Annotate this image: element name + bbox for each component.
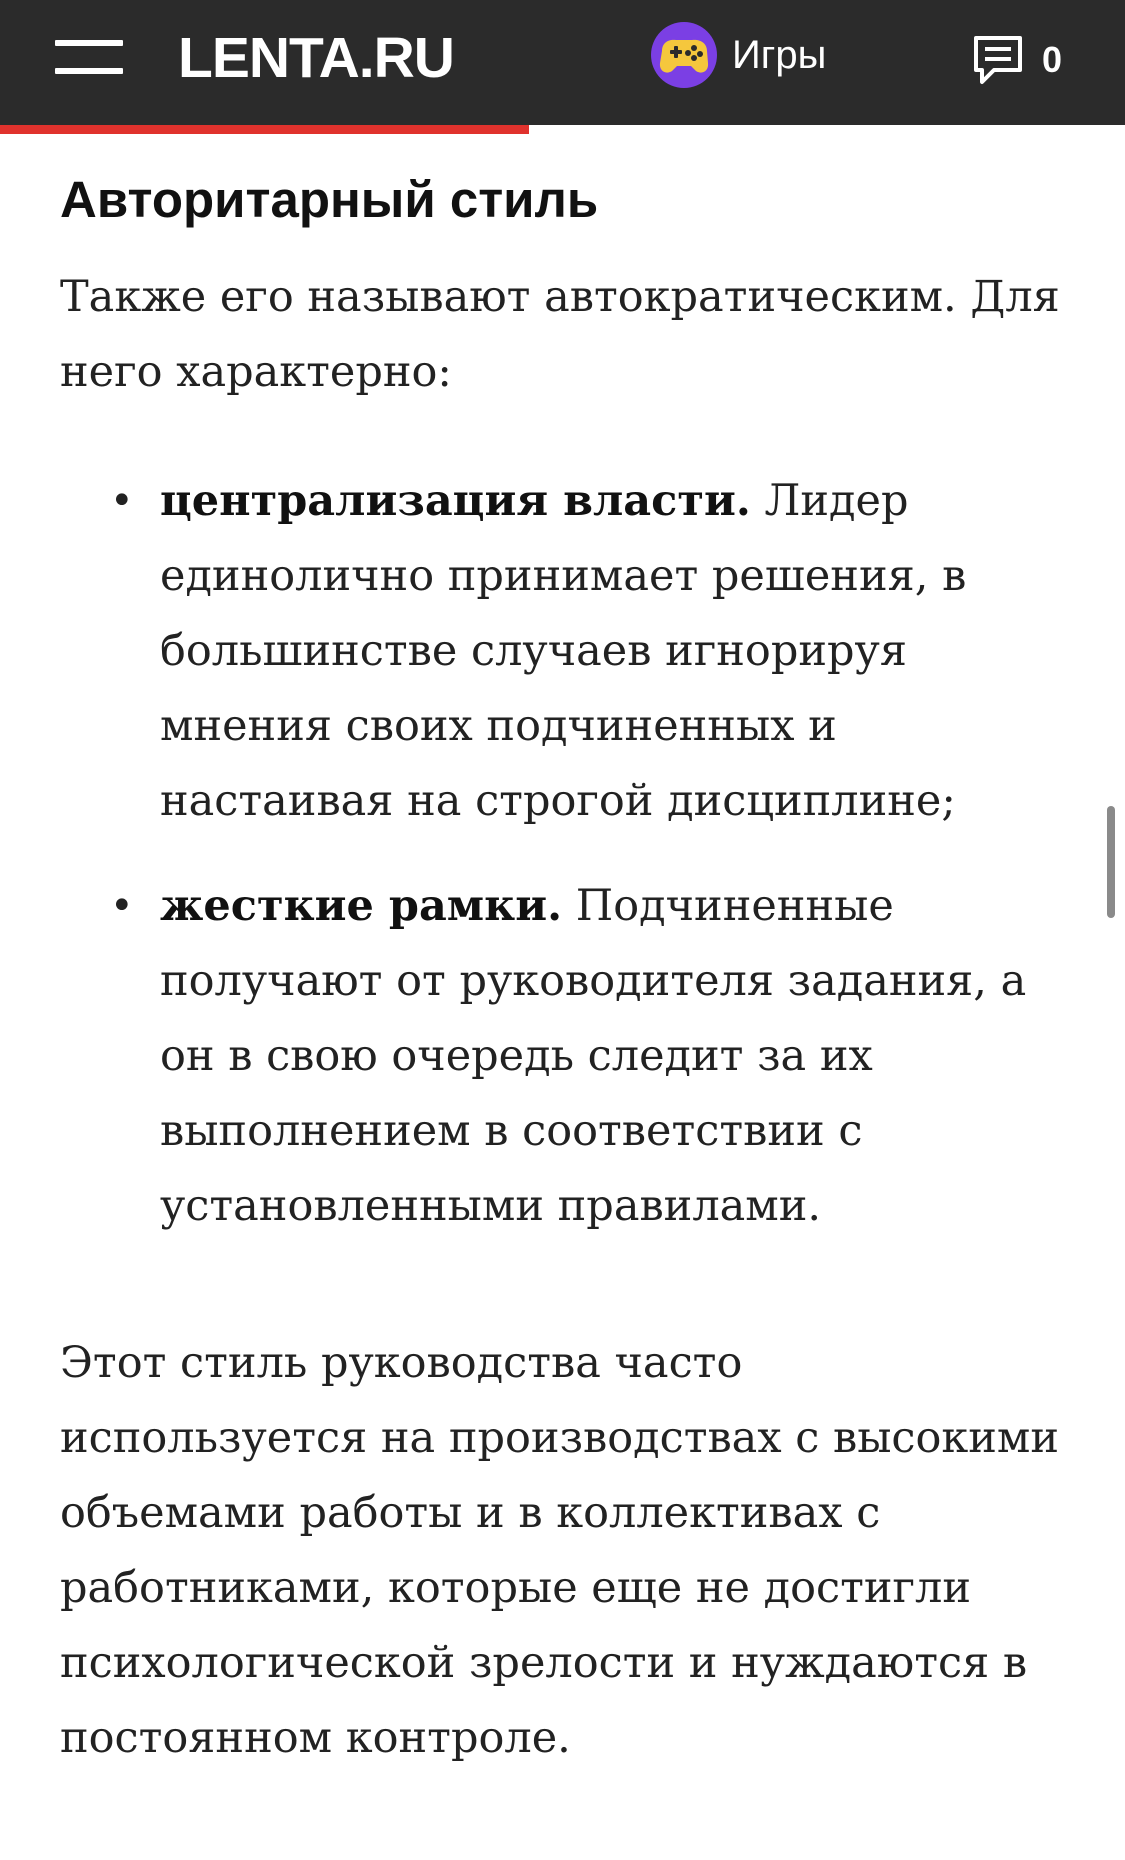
top-navigation-bar: [0, 0, 1125, 125]
bullet-term: жесткие рамки.: [160, 881, 563, 931]
gamepad-icon: [650, 21, 718, 89]
section-heading: Авторитарный стиль: [60, 171, 599, 228]
reading-progress-fill: [0, 125, 529, 134]
games-label: Игры: [732, 33, 827, 77]
bullet-text: Лидер единолично принимает решения, в большинстве случаев игнорируя мнения своих подчиненных и настаивая на строгой дисциплине;: [160, 476, 967, 826]
article-body: [60, 160, 1060, 1776]
list-item: [60, 869, 1060, 1244]
speech-bubble-icon: [970, 32, 1026, 88]
list-item: [60, 464, 1060, 839]
bullet-text: Подчиненные получают от руководителя задания, а он в свою очередь следит за их выполнением в соответствии с установленными правилами.: [160, 881, 1027, 1231]
outro-paragraph: Этот стиль руководства часто используется на производствах с высокими объемами работы и в коллективах с работниками, которые еще не достигли психологической зрелости и нуждаются в постоянном контроле.: [60, 1338, 1060, 1763]
scrollbar[interactable]: [1107, 806, 1115, 918]
hamburger-menu-icon[interactable]: [55, 40, 125, 76]
site-logo[interactable]: LENTA.RU: [178, 26, 454, 90]
reading-progress-bar: [0, 125, 1125, 134]
comments-count: 0: [1042, 39, 1063, 80]
intro-paragraph: Также его называют автократическим. Для него характерно:: [60, 272, 1060, 397]
comments-button[interactable]: [970, 30, 1062, 90]
bullet-term: централизация власти.: [160, 476, 751, 526]
bullet-list: [60, 464, 1060, 1244]
bullet-marker: •: [110, 478, 134, 524]
games-link[interactable]: [650, 18, 826, 92]
bullet-marker: •: [110, 883, 134, 929]
